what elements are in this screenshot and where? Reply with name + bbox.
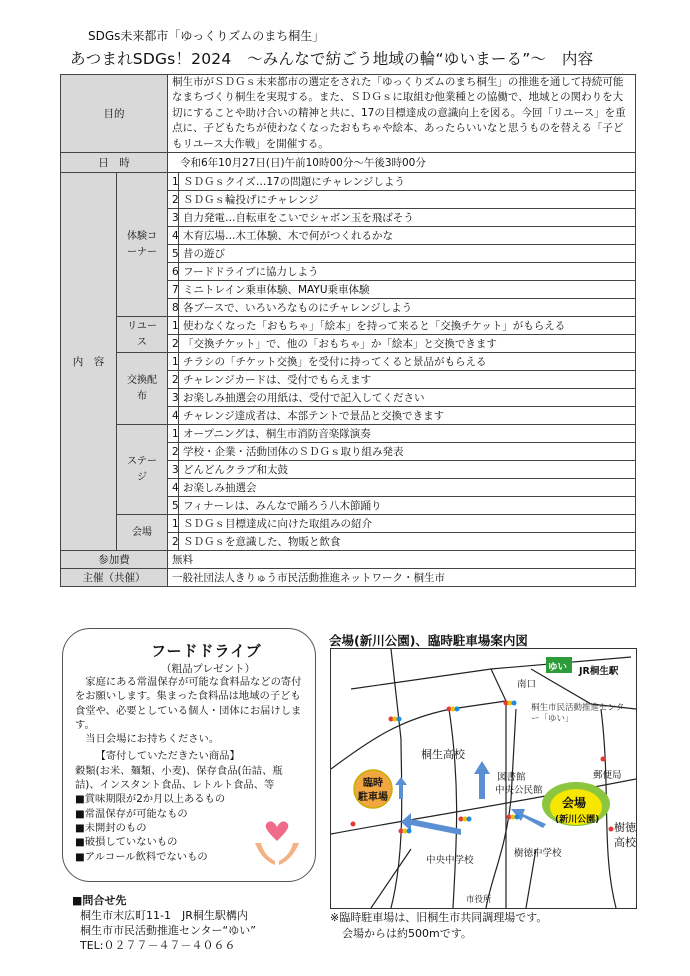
item-number: 7 [168,281,179,299]
map-parking-1: 臨時 [363,778,383,789]
contact-block [72,893,256,953]
supertitle: SDGs未来都市「ゆっくりズムのまち桐生」 [88,29,325,43]
food-drive-title: フードドライブ [151,642,262,660]
item-text: ミニトレイン乗車体験、MAYU乗車体験 [179,281,636,299]
content-row [61,425,636,443]
page-title: あつまれSDGs！2024 ～みんなで紡ごう地域の輪“ゆいまーる”～ 内容 [70,50,594,68]
condition-item: ■常温保存が可能なもの [75,807,188,820]
item-text: オープニングは、桐生市消防音楽隊演奏 [179,425,636,443]
item-number: 4 [168,479,179,497]
item-text: チャレンジカードは、受付でもらえます [179,371,636,389]
item-text: 使わなくなった「おもちゃ」「絵本」を持って来ると「交換チケット」がもらえる [179,317,636,335]
item-number: 1 [168,425,179,443]
item-text: 自力発電…自転車をこいでシャボン玉を飛ばそう [179,209,636,227]
content-row [61,173,636,191]
map-note-1: ※臨時駐車場は、旧桐生市共同調理場です。 [330,911,548,924]
food-drive-subtitle: （粗品プレゼント） [161,663,256,675]
item-number: 5 [168,497,179,515]
map-venue: 会場 [562,796,587,810]
map-library: 図書館 [497,772,526,783]
item-number: 2 [168,335,179,353]
food-drive-wanted-text: 穀類(お米、麺類、小麦)、保存食品(缶詰、瓶詰)、インスタント食品、レトルト食品、等 [75,764,283,792]
item-text: ＳＤＧｓクイズ…17の問題にチャレンジしよう [179,173,636,191]
map-center-label: 桐生市民活動推進センター「ゆい」 [531,703,625,724]
item-number: 2 [168,191,179,209]
item-text: ＳＤＧｓ目標達成に向けた取組みの紹介 [179,515,636,533]
food-drive-intro: 家庭にある常温保存が可能な食料品などの寄付をお願いします。集まった食料品は地域の子ども食堂や、必要としている個人・団体にお届けします。 [75,676,302,731]
heart-hands-icon [251,817,303,869]
item-number: 8 [168,299,179,317]
food-drive-wanted-title: 【寄付していただきたい商品】 [95,750,240,763]
item-text: ＳＤＧｓ輪投げにチャレンジ [179,191,636,209]
item-text: ＳＤＧｓを意識した、物販と飲食 [179,533,636,551]
map-jukan-2: 高校 [614,836,636,849]
datetime-label: 日 時 [61,153,168,173]
organizer-label: 主催（共催） [61,569,168,587]
map-yui-badge: ゆい [548,662,568,673]
section-label: リユース [117,317,168,353]
contact-org: 桐生市市民活動推進センター“ゆい” [80,924,256,937]
content-row [61,353,636,371]
item-text: お楽しみ抽選会 [179,479,636,497]
item-number: 3 [168,209,179,227]
item-number: 2 [168,443,179,461]
map-station: JR桐生駅 [579,666,619,677]
item-text: お楽しみ抽選会の用紙は、受付で記入してください [179,389,636,407]
content-row [61,317,636,335]
venue-map [330,648,637,909]
map-public-hall: 中央公民館 [495,785,543,796]
purpose-text: 桐生市がＳＤＧｓ未来都市の選定をされた「ゆっくりズムのまち桐生」の推進を通して持続可能なまちづくり桐生を実現する。また、ＳＤＧｓに取組む他業種との協働で、地域との関わりを大切にすることや助け合いの精神と共に、17の目標達成の意識向上を図る。今回「リユース」を重点に、子どもたちが使わなくなったおもちゃや絵本、あったらいいなと思うものを替える「子どもリユース大作戦」を開催する。 [168,75,636,153]
map-note [330,910,547,942]
map-post-office: 郵便局 [593,770,622,781]
item-text: チャレンジ達成者は、本部テントで景品と交換できます [179,407,636,425]
item-number: 2 [168,371,179,389]
map-jukan-1: 樹徳 [614,821,636,834]
food-drive-box [62,628,316,882]
item-number: 1 [168,353,179,371]
contact-tel: TEL:０２７７－４７－４０６６ [80,939,236,952]
item-number: 3 [168,389,179,407]
content-row [61,515,636,533]
item-number: 2 [168,533,179,551]
map-chuo-jhs: 中央中学校 [426,855,474,866]
map-jukan-jhs: 樹徳中学校 [514,848,562,859]
map-high-school: 桐生高校 [421,748,465,761]
datetime-value: 令和6年10月27日(日)午前10時00分～午後3時00分 [168,153,636,173]
fee-row [61,551,636,569]
contact-address: 桐生市末広町11-1 JR桐生駅構内 [80,909,248,922]
item-number: 1 [168,515,179,533]
item-text: チラシの「チケット交換」を受付に持ってくると景品がもらえる [179,353,636,371]
arrow-north-icon [474,761,490,799]
condition-item: ■アルコール飲料でないもの [75,850,208,863]
condition-item: ■破損していないもの [75,836,178,849]
fee-value: 無料 [168,551,636,569]
fee-label: 参加費 [61,551,168,569]
item-number: 1 [168,317,179,335]
item-text: どんどんクラブ和太鼓 [179,461,636,479]
item-text: フードドライブに協力しよう [179,263,636,281]
item-number: 3 [168,461,179,479]
arrow-to-parking-icon [395,777,407,799]
food-drive-bring: 当日会場にお持ちください。 [85,733,220,746]
map-venue-park: (新川公園) [555,815,600,825]
item-number: 5 [168,245,179,263]
item-text: 木育広場…木工体験、木で何がつくれるかな [179,227,636,245]
section-label: 体験コーナー [117,173,168,317]
item-text: 学校・企業・活動団体のＳＤＧｓ取り組み発表 [179,443,636,461]
section-label: 交換配布 [117,353,168,425]
map-city-hall: 市役所 [466,895,492,905]
map-parking-2: 駐車場 [358,792,388,803]
purpose-label: 目的 [61,75,168,153]
condition-item: ■賞味期限が2か月以上あるもの [75,793,226,806]
map-south-exit: 南口 [517,679,537,690]
organizer-value: 一般社団法人きりゅう市民活動推進ネットワーク・桐生市 [168,569,636,587]
item-number: 4 [168,407,179,425]
section-label: ステージ [117,425,168,515]
contact-heading: ■問合せ先 [72,894,127,907]
map-title: 会場(新川公園)、臨時駐車場案内図 [329,633,528,648]
section-label: 会場 [117,515,168,551]
item-text: 各ブースで、いろいろなものにチャレンジしよう [179,299,636,317]
content-label: 内 容 [61,173,117,551]
item-text: フィナーレは、みんなで踊ろう八木節踊り [179,497,636,515]
datetime-row [61,153,636,173]
item-number: 1 [168,173,179,191]
organizer-row [61,569,636,587]
map-note-2: 会場からは約500mです。 [342,927,472,940]
condition-item: ■未開封のもの [75,821,147,834]
item-number: 6 [168,263,179,281]
purpose-row [61,75,636,153]
event-details-table [60,74,636,587]
item-number: 4 [168,227,179,245]
item-text: 「交換チケット」で、他の「おもちゃ」か「絵本」と交換できます [179,335,636,353]
item-text: 昔の遊び [179,245,636,263]
